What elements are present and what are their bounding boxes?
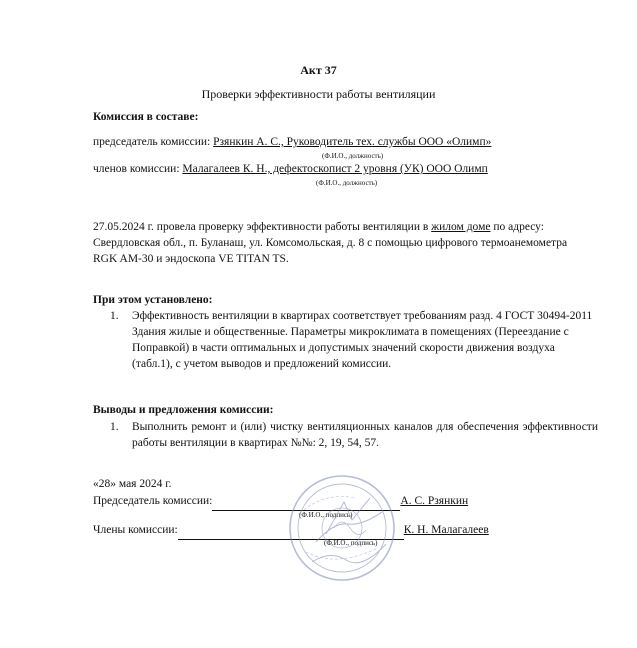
- stamp-seal-icon: [286, 472, 398, 584]
- findings-heading: При этом установлено:: [93, 294, 213, 306]
- members-signature-label: Члены комиссии:: [93, 524, 178, 536]
- intro-paragraph: [93, 220, 573, 268]
- chair-signature-hint: (Ф.И.О., подпись): [299, 511, 353, 519]
- members-hint: (Ф.И.О., должность): [316, 179, 378, 187]
- intro-text-after: по адресу: Свердловская обл., п. Буланаш, ул. Комсомольская, д. 8 с помощью цифрового термоанемометра RGK AM-30 и эндоскопа VE TITAN TS.: [93, 221, 568, 265]
- intro-underlined: жилом доме: [431, 221, 491, 233]
- members-signature-name: К. Н. Малагалеев: [403, 524, 489, 536]
- act-subtitle: Проверки эффективности работы вентиляции: [201, 87, 436, 101]
- intro-text-before: 27.05.2024 г. провела проверку эффективности работы вентиляции в: [93, 221, 432, 233]
- chair-hint: (Ф.И.О., должность): [322, 152, 384, 160]
- commission-heading: Комиссия в составе:: [93, 111, 199, 123]
- conclusions-item-number: 1.: [110, 421, 119, 433]
- chair-signature-label: Председатель комиссии:: [93, 495, 213, 507]
- commission-chair-line: [93, 135, 491, 151]
- chair-signature-line: [93, 494, 468, 511]
- chair-value: Рзянкин А. С., Руководитель тех. службы ООО «Олимп»: [213, 136, 492, 148]
- findings-item-text: Эффективность вентиляции в квартирах соответствует требованиям разд. 4 ГОСТ 30494-2011 Здания жилые и общественные. Параметры микроклимата в помещениях (Переездание с Поправкой) в части оптимальных и допустимых значений скорости движения воздуха (табл.1), с учетом выводов и предложений комиссии.: [132, 310, 593, 370]
- act-title: Акт 37: [300, 63, 337, 77]
- signature-date: «28» мая 2024 г.: [93, 478, 172, 490]
- chair-prefix: председатель комиссии:: [93, 136, 214, 148]
- conclusions-heading: Выводы и предложения комиссии:: [93, 404, 274, 416]
- conclusions-item-text: Выполнить ремонт и (или) чистку вентиляционных каналов для обеспечения эффективности работы вентиляции в квартирах №№: 2, 19, 54, 57.: [132, 421, 598, 449]
- members-prefix: членов комиссии:: [93, 163, 183, 175]
- findings-item-number: 1.: [110, 310, 119, 322]
- members-value: Малагалеев К. Н., дефектоскопист 2 уровня (УК) ООО Олимп: [182, 163, 488, 175]
- commission-members-line: [93, 162, 488, 178]
- chair-signature-name: А. С. Рзянкин: [400, 495, 469, 507]
- members-signature-hint: (Ф.И.О., подпись): [324, 539, 378, 547]
